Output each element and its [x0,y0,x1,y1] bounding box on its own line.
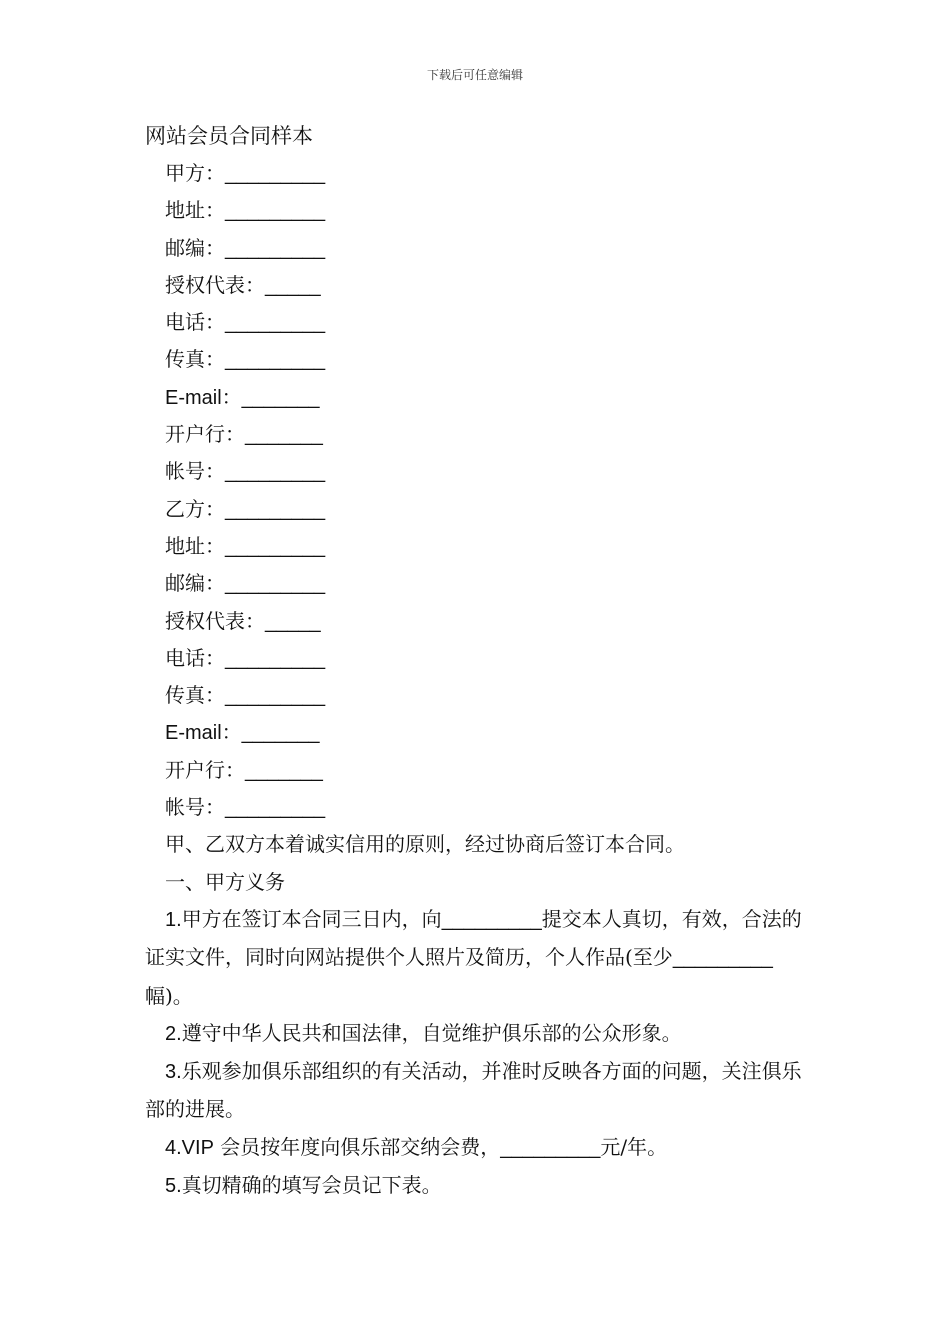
party-a-postcode-field [145,230,810,267]
field-label: 地址： [165,198,225,223]
party-b-email-field [145,714,810,751]
party-a-name-field [145,155,810,192]
field-label: 电话： [165,645,225,670]
fill-blank: _________ [225,797,326,820]
fill-blank: _______ [245,759,323,782]
fill-blank: _______ [245,424,323,447]
section-heading: 一、甲方义务 [165,869,285,894]
clause-text: 幅)。 [145,983,193,1008]
field-label: 甲方： [165,161,225,185]
clause-number: 4.VIP [165,1136,214,1159]
party-a-fields [145,155,810,491]
field-label: 帐号： [165,795,225,820]
fill-blank: _________ [225,461,326,484]
clause-text: 真切精确的填写会员记下表。 [181,1173,442,1198]
fill-blank: _________ [225,312,326,335]
clause-text: 会员按年度向俱乐部交纳会费， [213,1134,501,1159]
party-b-representative-field [145,603,810,640]
party-a-email-field [145,379,810,416]
party-a-address-field [145,192,810,229]
party-a-representative-field [145,267,810,304]
field-label: 邮编： [165,571,225,596]
fill-blank: _________ [225,200,326,223]
field-label: 开户行： [165,422,245,447]
fill-blank: _________ [441,908,542,931]
fill-blank: _________ [225,685,326,708]
clause-text: 甲方在签订本合同三日内，向 [181,906,442,931]
party-a-fax-field [145,341,810,378]
clause-4 [145,1129,810,1167]
party-b-phone-field [145,640,810,677]
clause-number: 5. [165,1175,182,1198]
field-label: 传真： [165,347,225,372]
fill-blank: _________ [225,163,326,185]
fill-blank: _________ [225,647,326,670]
document-title: 网站会员合同样本 [145,124,313,148]
party-b-name-field [145,491,810,528]
clause-3 [145,1053,810,1129]
field-label: 传真： [165,683,225,708]
field-label: 帐号： [165,459,225,484]
contract-document [145,118,810,1205]
clause-number: 2. [165,1022,182,1045]
field-label: 乙方： [165,496,225,521]
clause-number: 1. [165,908,182,931]
preamble-paragraph: 甲、乙双方本着诚实信用的原则，经过协商后签订本合同。 [165,832,685,857]
party-a-bank-field [145,416,810,453]
party-a-phone-field [145,304,810,341]
page-header: 下载后可任意编辑 [426,68,523,82]
clause-2 [145,1015,810,1053]
field-label: 邮编： [165,235,225,260]
party-b-postcode-field [145,565,810,602]
fill-blank: _________ [225,535,326,558]
fill-blank: _________ [672,947,773,970]
clause-text: 乐观参加俱乐部组织的有关活动，并准时反映各方面的问题，关注俱乐部的进展。 [145,1059,802,1122]
fill-blank: _________ [225,573,326,596]
field-label: 授权代表： [165,272,265,297]
clause-text: 元/年。 [600,1134,668,1159]
fill-blank: _________ [225,498,326,521]
fill-blank: _______ [241,722,320,745]
fill-blank: _________ [225,237,326,260]
fill-blank: _____ [265,274,321,297]
fill-blank: _______ [241,386,320,409]
field-label: E-mail： [165,722,242,745]
party-a-account-field [145,453,810,490]
fill-blank: _________ [500,1136,601,1159]
field-label: 地址： [165,533,225,558]
clause-5 [145,1167,810,1205]
clause-number: 3. [165,1061,182,1084]
field-label: 电话： [165,310,225,335]
field-label: 开户行： [165,757,245,782]
field-label: 授权代表： [165,608,265,633]
field-label: E-mail： [165,386,242,409]
party-b-account-field [145,789,810,826]
fill-blank: _____ [265,610,321,633]
party-b-fax-field [145,677,810,714]
fill-blank: _________ [225,349,326,372]
clause-text: 遵守中华人民共和国法律，自觉维护俱乐部的公众形象。 [181,1020,682,1045]
party-b-fields [145,491,810,827]
clause-1 [145,901,810,1015]
party-b-address-field [145,528,810,565]
party-b-bank-field [145,752,810,789]
clause-text: 提交本人真切，有效，合法的证实文件，同时向网站提供个人照片及简历，个人作品(至少 [145,906,802,970]
